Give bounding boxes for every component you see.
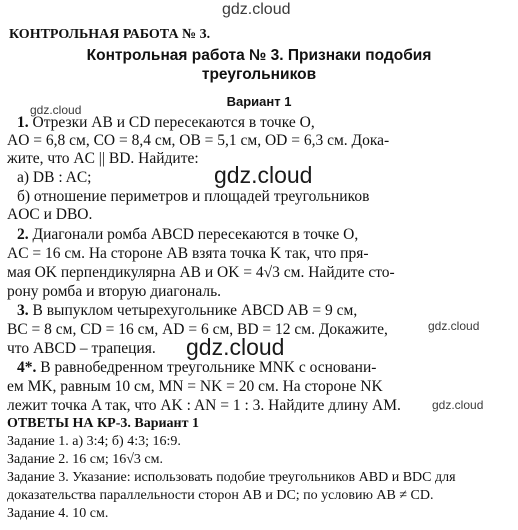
task-1-line-3: жите, что AC || BD. Найдите: xyxy=(7,150,199,167)
task-2-text: Диагонали ромба ABCD пересекаются в точке O, xyxy=(28,226,359,243)
task-3-text: В выпуклом четырехугольнике ABCD AB = 9 см, xyxy=(28,302,358,319)
task-1-line-5: б) отношение периметров и площадей треугольников xyxy=(17,188,370,205)
subtitle-line-1: Контрольная работа № 3. Признаки подобия xyxy=(86,47,432,64)
task-1-line-4: а) DB : AC; xyxy=(17,169,92,186)
task-2-number: 2. xyxy=(17,226,29,243)
watermark-center-1: gdz.cloud xyxy=(214,162,313,188)
answers-title: ОТВЕТЫ НА КР-3. Вариант 1 xyxy=(7,416,199,431)
task-3-line-2: BC = 8 см, CD = 16 см, AD = 6 см, BD = 12 см. Докажите, xyxy=(7,321,388,338)
subtitle-line-2: треугольников xyxy=(201,66,317,83)
task-3-line-1 xyxy=(17,302,357,320)
task-1-text: Отрезки AB и CD пересекаются в точке O, xyxy=(28,114,315,131)
answer-4: Задание 4. 10 см. xyxy=(7,506,109,521)
watermark-top: gdz.cloud xyxy=(222,1,291,18)
task-4-number: 4*. xyxy=(17,359,37,376)
task-3-number: 3. xyxy=(17,302,29,319)
watermark-center-2: gdz.cloud xyxy=(186,334,285,360)
task-1-line-6: AOC и DBO. xyxy=(7,206,93,223)
watermark-right-1: gdz.cloud xyxy=(428,319,480,333)
answer-2: Задание 2. 16 см; 16√3 см. xyxy=(7,452,163,467)
task-2-line-1 xyxy=(17,226,358,244)
task-2-line-2: AC = 16 см. На стороне AB взята точка K так, что пря- xyxy=(7,245,369,262)
task-3-line-3: что ABCD – трапеция. xyxy=(7,340,156,357)
task-4-line-3: лежит точка A так, что AK : AN = 1 : 3. Найдите длину AM. xyxy=(7,397,401,414)
task-2-line-3: мая OK перпендикулярна AB и OK = 4√3 см. Найдите сто- xyxy=(7,264,395,281)
watermark-left: gdz.cloud xyxy=(30,103,82,117)
task-4-line-1 xyxy=(17,359,376,377)
variant-heading: Вариант 1 xyxy=(226,94,292,109)
watermark-right-2: gdz.cloud xyxy=(432,398,484,412)
answer-1: Задание 1. а) 3:4; б) 4:3; 16:9. xyxy=(7,434,181,449)
task-4-line-2: ем MK, равным 10 см, MN = NK = 20 см. На стороне NK xyxy=(7,378,383,395)
task-1-number: 1. xyxy=(17,114,29,131)
task-1-line-2: AO = 6,8 см, CO = 8,4 см, OB = 5,1 см, OD = 6,3 см. Дока- xyxy=(7,132,390,149)
document-title: КОНТРОЛЬНАЯ РАБОТА № 3. xyxy=(9,27,211,42)
task-2-line-4: рону ромба и вторую диагональ. xyxy=(7,283,222,300)
answer-3-line-1: Задание 3. Указание: использовать подобие треугольников ABD и BDC для xyxy=(7,470,456,485)
answer-3-line-2: доказательства параллельности сторон AB и DC; по условию AB ≠ CD. xyxy=(7,488,434,503)
task-1-line-1 xyxy=(17,114,315,132)
task-4-text: В равнобедренном треугольнике MNK с основани- xyxy=(36,359,377,376)
